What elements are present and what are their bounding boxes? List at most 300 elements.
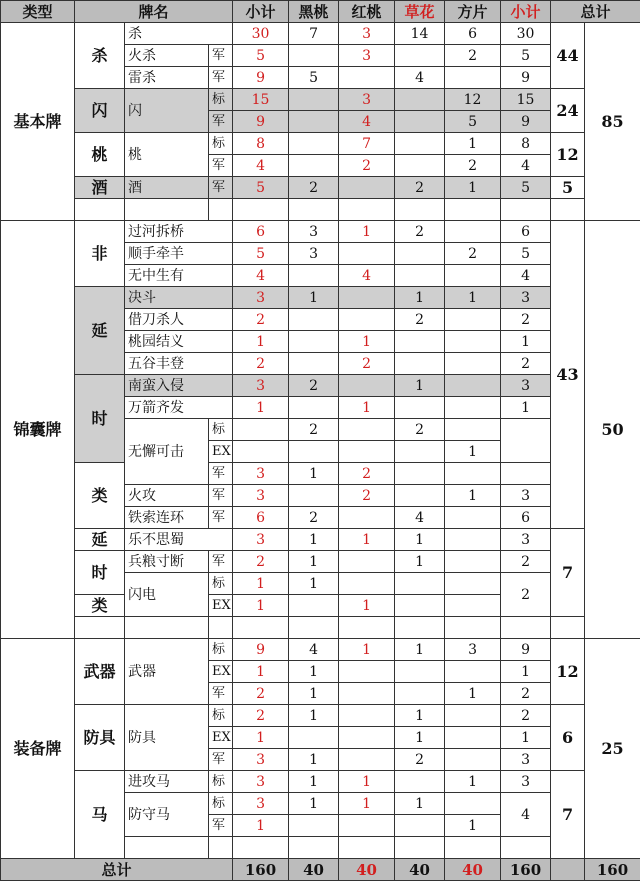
count-club: 4	[395, 507, 445, 529]
blank-cell	[395, 771, 445, 793]
card-name: 防守马	[125, 793, 209, 837]
blank-cell	[395, 111, 445, 133]
blank-cell	[339, 177, 395, 199]
count-spade: 2	[289, 419, 339, 441]
card-name: 火杀	[125, 45, 209, 67]
blank-cell	[339, 683, 395, 705]
blank-cell	[445, 529, 501, 551]
count-subtotal-2: 9	[501, 67, 551, 89]
blank-cell	[395, 199, 445, 221]
count-club: 2	[395, 221, 445, 243]
count-club: 14	[395, 23, 445, 45]
blank-cell	[339, 551, 395, 573]
type-total: 50	[585, 221, 640, 639]
count-spade: 1	[289, 287, 339, 309]
table-row	[1, 639, 640, 661]
spacer-row	[1, 617, 640, 639]
count-subtotal: 3	[233, 529, 289, 551]
count-subtotal: 9	[233, 639, 289, 661]
count-diamond: 1	[445, 441, 501, 463]
count-subtotal-2: 3	[501, 749, 551, 771]
count-subtotal: 30	[233, 23, 289, 45]
card-name: 顺手牵羊	[125, 243, 233, 265]
count-subtotal: 2	[233, 683, 289, 705]
card-name: 闪	[125, 89, 209, 133]
count-subtotal: 2	[233, 705, 289, 727]
blank-cell	[339, 375, 395, 397]
group-total: 5	[551, 177, 585, 199]
card-name: 雷杀	[125, 67, 209, 89]
blank-cell	[209, 617, 233, 639]
blank-cell	[339, 837, 395, 859]
card-name: 借刀杀人	[125, 309, 233, 331]
type-total: 85	[585, 23, 640, 221]
group-total: 7	[551, 771, 585, 859]
blank-cell	[445, 551, 501, 573]
blank-cell	[445, 573, 501, 595]
blank-cell	[289, 727, 339, 749]
header-card-name: 牌名	[75, 1, 233, 23]
blank-cell	[125, 617, 209, 639]
card-subtype: EX	[209, 727, 233, 749]
blank-cell	[445, 309, 501, 331]
count-subtotal-2: 1	[501, 397, 551, 419]
count-diamond: 1	[445, 683, 501, 705]
count-spade: 4	[289, 639, 339, 661]
count-heart: 1	[339, 639, 395, 661]
count-spade: 1	[289, 683, 339, 705]
card-subtype: 军	[209, 463, 233, 485]
card-name: 南蛮入侵	[125, 375, 233, 397]
card-group-label: 类	[75, 595, 125, 617]
count-heart: 4	[339, 111, 395, 133]
count-diamond: 2	[445, 155, 501, 177]
count-subtotal: 3	[233, 485, 289, 507]
count-subtotal: 3	[233, 287, 289, 309]
spacer-row	[1, 199, 640, 221]
table-row	[1, 529, 640, 551]
count-diamond: 1	[445, 485, 501, 507]
count-diamond: 12	[445, 89, 501, 111]
count-subtotal-2: 4	[501, 793, 551, 837]
count-subtotal: 1	[233, 397, 289, 419]
count-heart: 1	[339, 221, 395, 243]
card-subtype: 军	[209, 815, 233, 837]
total-label: 总计	[1, 859, 233, 881]
blank-cell	[445, 507, 501, 529]
count-subtotal-2: 8	[501, 133, 551, 155]
total-club: 40	[395, 859, 445, 881]
card-subtype: 军	[209, 507, 233, 529]
blank-cell	[395, 397, 445, 419]
blank-cell	[445, 375, 501, 397]
card-subtype: 军	[209, 155, 233, 177]
header-club: 草花	[395, 1, 445, 23]
count-subtotal-2: 4	[501, 155, 551, 177]
count-diamond: 1	[445, 771, 501, 793]
card-name: 无懈可击	[125, 419, 209, 485]
card-subtype: 军	[209, 485, 233, 507]
count-subtotal: 4	[233, 155, 289, 177]
blank-cell	[395, 595, 445, 617]
card-subtype: 标	[209, 419, 233, 441]
card-group-label: 延	[75, 287, 125, 375]
blank-cell	[501, 617, 551, 639]
count-subtotal-2: 3	[501, 529, 551, 551]
count-subtotal-2: 1	[501, 331, 551, 353]
blank-cell	[339, 661, 395, 683]
blank-cell	[395, 155, 445, 177]
count-subtotal-2: 3	[501, 375, 551, 397]
blank-cell	[75, 617, 125, 639]
table-body	[1, 23, 640, 859]
count-heart: 2	[339, 485, 395, 507]
card-name: 武器	[125, 639, 209, 705]
total-group-blank	[551, 859, 585, 881]
count-subtotal: 3	[233, 749, 289, 771]
header-type: 类型	[1, 1, 75, 23]
count-club: 4	[395, 67, 445, 89]
table-row	[1, 23, 640, 45]
card-subtype: 军	[209, 111, 233, 133]
count-heart: 1	[339, 529, 395, 551]
count-spade: 1	[289, 749, 339, 771]
blank-cell	[339, 67, 395, 89]
blank-cell	[501, 837, 551, 859]
count-heart: 3	[339, 23, 395, 45]
count-subtotal-2: 5	[501, 177, 551, 199]
blank-cell	[395, 837, 445, 859]
count-diamond: 6	[445, 23, 501, 45]
count-subtotal: 6	[233, 221, 289, 243]
table-row	[1, 551, 640, 573]
card-subtype: 标	[209, 89, 233, 111]
blank-cell	[395, 89, 445, 111]
blank-cell	[395, 265, 445, 287]
count-subtotal: 9	[233, 111, 289, 133]
blank-cell	[395, 45, 445, 67]
count-spade: 1	[289, 463, 339, 485]
count-subtotal: 8	[233, 133, 289, 155]
count-subtotal-2: 15	[501, 89, 551, 111]
count-subtotal: 2	[233, 551, 289, 573]
count-club: 2	[395, 177, 445, 199]
blank-cell	[339, 727, 395, 749]
count-spade: 3	[289, 221, 339, 243]
blank-cell	[209, 199, 233, 221]
group-total: 44	[551, 23, 585, 89]
blank-cell	[233, 617, 289, 639]
blank-cell	[445, 705, 501, 727]
blank-cell	[395, 243, 445, 265]
count-club: 1	[395, 375, 445, 397]
table-row	[1, 771, 640, 793]
table-row	[1, 133, 640, 155]
count-subtotal-2: 5	[501, 45, 551, 67]
card-name: 无中生有	[125, 265, 233, 287]
blank-cell	[289, 837, 339, 859]
count-subtotal: 9	[233, 67, 289, 89]
blank-cell	[445, 793, 501, 815]
count-subtotal-2: 3	[501, 771, 551, 793]
blank-cell	[395, 683, 445, 705]
table-row	[1, 89, 640, 111]
group-total: 7	[551, 529, 585, 617]
card-name: 决斗	[125, 287, 233, 309]
card-group-label: 闪	[75, 89, 125, 133]
count-club: 1	[395, 287, 445, 309]
count-subtotal-2: 6	[501, 507, 551, 529]
blank-cell	[551, 199, 585, 221]
count-subtotal: 3	[233, 463, 289, 485]
card-group-label: 防具	[75, 705, 125, 771]
card-name: 桃园结义	[125, 331, 233, 353]
blank-cell	[209, 837, 233, 859]
card-name: 闪电	[125, 573, 209, 617]
group-total: 12	[551, 639, 585, 705]
card-subtype: 军	[209, 177, 233, 199]
card-group-label: 武器	[75, 639, 125, 705]
table-row	[1, 287, 640, 309]
count-subtotal-2: 2	[501, 573, 551, 617]
blank-cell	[445, 221, 501, 243]
card-name: 过河拆桥	[125, 221, 233, 243]
count-diamond: 1	[445, 815, 501, 837]
blank-cell	[289, 485, 339, 507]
count-club: 1	[395, 793, 445, 815]
count-spade: 1	[289, 793, 339, 815]
blank-cell	[289, 199, 339, 221]
count-heart: 2	[339, 155, 395, 177]
count-heart: 2	[339, 463, 395, 485]
blank-cell	[339, 441, 395, 463]
count-spade: 2	[289, 177, 339, 199]
blank-cell	[339, 309, 395, 331]
count-subtotal: 1	[233, 815, 289, 837]
card-subtype: 标	[209, 793, 233, 815]
card-group-label: 延	[75, 529, 125, 551]
blank-cell	[445, 67, 501, 89]
card-name: 兵粮寸断	[125, 551, 209, 573]
blank-cell	[289, 309, 339, 331]
blank-cell	[289, 617, 339, 639]
blank-cell	[233, 199, 289, 221]
blank-cell	[395, 463, 445, 485]
count-diamond: 2	[445, 45, 501, 67]
blank-cell	[445, 837, 501, 859]
header-diamond: 方片	[445, 1, 501, 23]
blank-cell	[395, 573, 445, 595]
blank-cell	[289, 595, 339, 617]
count-diamond: 5	[445, 111, 501, 133]
blank-cell	[339, 243, 395, 265]
count-club: 1	[395, 529, 445, 551]
count-heart: 1	[339, 771, 395, 793]
blank-cell	[445, 617, 501, 639]
blank-cell	[395, 815, 445, 837]
card-name: 杀	[125, 23, 233, 45]
count-spade: 1	[289, 705, 339, 727]
card-subtype: 标	[209, 639, 233, 661]
blank-cell	[339, 199, 395, 221]
card-subtype: 军	[209, 551, 233, 573]
count-subtotal-2: 1	[501, 727, 551, 749]
count-heart: 2	[339, 353, 395, 375]
blank-cell	[125, 837, 209, 859]
blank-cell	[501, 199, 551, 221]
count-spade: 1	[289, 771, 339, 793]
count-subtotal-2: 4	[501, 265, 551, 287]
card-group-label: 类	[75, 463, 125, 529]
count-subtotal: 3	[233, 771, 289, 793]
count-subtotal: 1	[233, 727, 289, 749]
count-subtotal-2: 2	[501, 551, 551, 573]
blank-cell	[395, 617, 445, 639]
blank-cell	[551, 617, 585, 639]
blank-cell	[339, 287, 395, 309]
table-row	[1, 375, 640, 397]
card-group-label: 杀	[75, 23, 125, 89]
card-name: 五谷丰登	[125, 353, 233, 375]
count-subtotal: 15	[233, 89, 289, 111]
card-name: 酒	[125, 177, 209, 199]
count-heart: 4	[339, 265, 395, 287]
blank-cell	[289, 155, 339, 177]
blank-cell	[289, 265, 339, 287]
count-club: 2	[395, 749, 445, 771]
header-subtotal: 小计	[233, 1, 289, 23]
blank-cell	[445, 419, 501, 441]
blank-cell	[339, 749, 395, 771]
blank-cell	[339, 419, 395, 441]
count-spade: 1	[289, 661, 339, 683]
card-subtype: 军	[209, 683, 233, 705]
count-subtotal-2: 3	[501, 485, 551, 507]
blank-cell	[233, 441, 289, 463]
blank-cell	[445, 353, 501, 375]
count-subtotal-2: 5	[501, 243, 551, 265]
blank-cell	[289, 45, 339, 67]
card-name: 防具	[125, 705, 209, 771]
blank-cell	[445, 463, 501, 485]
total-heart: 40	[339, 859, 395, 881]
count-subtotal: 1	[233, 661, 289, 683]
total-subtotal-2: 160	[501, 859, 551, 881]
count-spade: 1	[289, 551, 339, 573]
count-subtotal: 3	[233, 793, 289, 815]
count-subtotal-2: 30	[501, 23, 551, 45]
count-diamond: 1	[445, 287, 501, 309]
group-total: 43	[551, 221, 585, 529]
count-subtotal: 5	[233, 243, 289, 265]
count-heart: 1	[339, 331, 395, 353]
group-total: 6	[551, 705, 585, 771]
card-subtype: 标	[209, 771, 233, 793]
table-row	[1, 177, 640, 199]
blank-cell	[339, 617, 395, 639]
blank-cell	[395, 485, 445, 507]
group-total: 12	[551, 133, 585, 177]
count-diamond: 2	[445, 243, 501, 265]
count-spade: 5	[289, 67, 339, 89]
blank-cell	[339, 815, 395, 837]
card-group-label: 时	[75, 551, 125, 595]
header-spade: 黑桃	[289, 1, 339, 23]
blank-cell	[339, 507, 395, 529]
blank-cell	[445, 397, 501, 419]
card-name: 铁索连环	[125, 507, 209, 529]
count-heart: 3	[339, 89, 395, 111]
group-total: 24	[551, 89, 585, 133]
blank-cell	[445, 661, 501, 683]
blank-cell	[289, 133, 339, 155]
count-subtotal: 1	[233, 573, 289, 595]
count-diamond: 3	[445, 639, 501, 661]
blank-cell	[395, 441, 445, 463]
total-row	[1, 859, 640, 881]
count-subtotal-2: 2	[501, 309, 551, 331]
card-group-label: 时	[75, 375, 125, 463]
blank-cell	[445, 199, 501, 221]
count-spade: 1	[289, 529, 339, 551]
blank-cell	[75, 199, 125, 221]
count-spade: 3	[289, 243, 339, 265]
count-heart: 7	[339, 133, 395, 155]
count-heart: 1	[339, 397, 395, 419]
card-subtype: 标	[209, 705, 233, 727]
count-spade: 1	[289, 573, 339, 595]
blank-cell	[233, 837, 289, 859]
header-total: 总计	[551, 1, 640, 23]
total-spade: 40	[289, 859, 339, 881]
blank-cell	[445, 331, 501, 353]
card-subtype: 军	[209, 749, 233, 771]
count-subtotal: 5	[233, 45, 289, 67]
count-spade: 2	[289, 507, 339, 529]
count-diamond: 1	[445, 177, 501, 199]
blank-cell	[289, 89, 339, 111]
blank-cell	[339, 705, 395, 727]
blank-cell	[289, 353, 339, 375]
count-heart: 3	[339, 45, 395, 67]
card-type-label: 装备牌	[1, 639, 75, 859]
count-subtotal: 5	[233, 177, 289, 199]
card-type-label: 锦囊牌	[1, 221, 75, 639]
blank-cell	[289, 111, 339, 133]
count-club: 2	[395, 419, 445, 441]
blank-cell	[501, 463, 551, 485]
blank-cell	[445, 749, 501, 771]
blank-cell	[445, 727, 501, 749]
count-subtotal: 2	[233, 353, 289, 375]
header-subtotal-2: 小计	[501, 1, 551, 23]
blank-cell	[125, 199, 209, 221]
card-subtype: EX	[209, 595, 233, 617]
card-name: 火攻	[125, 485, 209, 507]
blank-cell	[289, 397, 339, 419]
count-spade: 7	[289, 23, 339, 45]
table-row	[1, 221, 640, 243]
blank-cell	[289, 815, 339, 837]
total-diamond: 40	[445, 859, 501, 881]
count-subtotal-2: 2	[501, 705, 551, 727]
blank-cell	[395, 331, 445, 353]
card-group-label: 非	[75, 221, 125, 287]
count-heart: 1	[339, 793, 395, 815]
blank-cell	[445, 595, 501, 617]
count-subtotal: 2	[233, 309, 289, 331]
card-subtype: 标	[209, 133, 233, 155]
